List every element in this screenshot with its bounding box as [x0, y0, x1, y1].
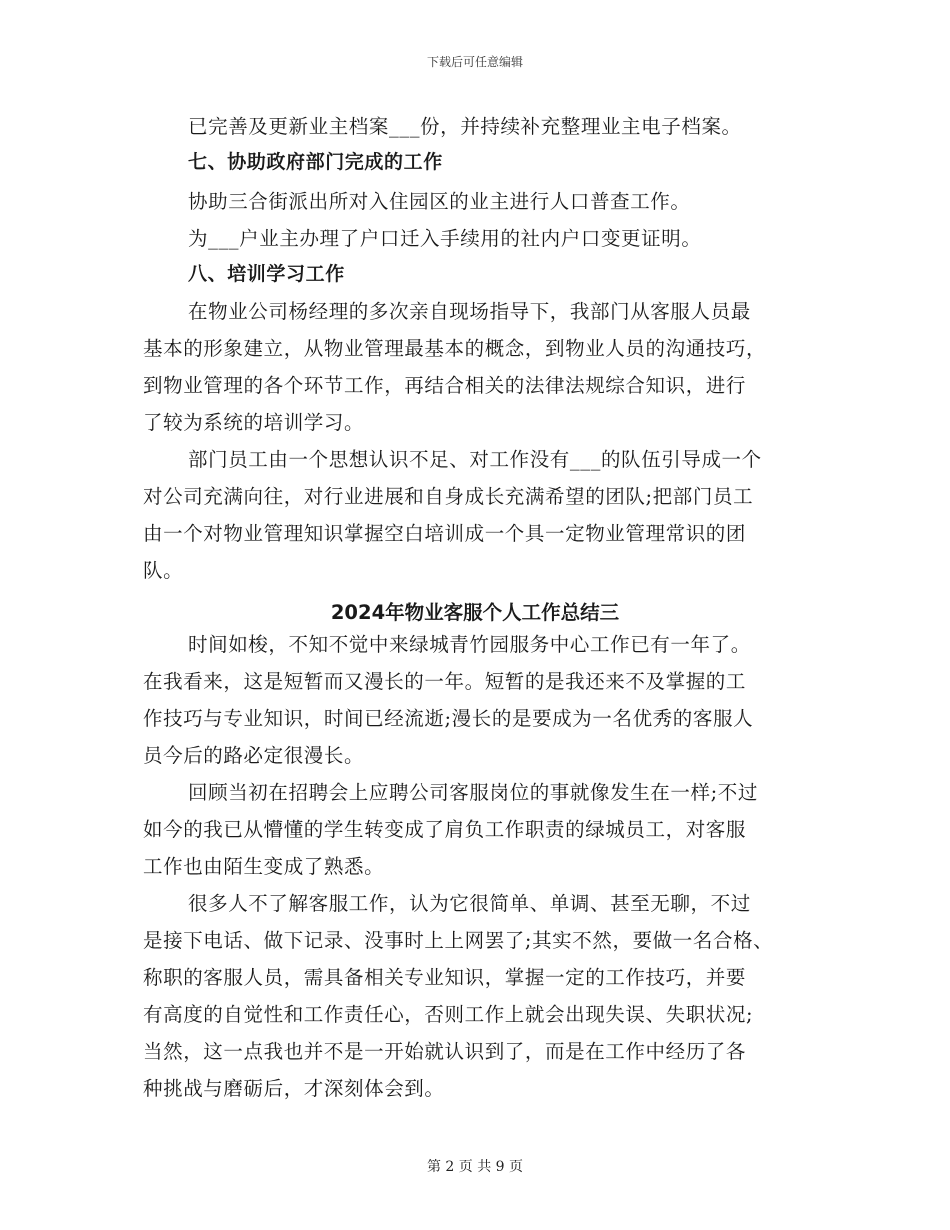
- paragraph-line: 种挑战与磨砺后，才深刻体会到。: [143, 1077, 445, 1100]
- paragraph-line: 协助三合街派出所对入住园区的业主进行人口普查工作。: [188, 190, 691, 213]
- paragraph-line: 如今的我已从懵懂的学生转变成了肩负工作职责的绿城员工，对客服: [143, 818, 747, 841]
- paragraph-line: 时间如梭，不知不觉中来绿城青竹园服务中心工作已有一年了。: [188, 633, 751, 656]
- paragraph-line: 有高度的自觉性和工作责任心，否则工作上就会出现失误、失职状况;: [143, 1003, 754, 1026]
- section-title: 2024年物业客服个人工作总结三: [330, 601, 620, 624]
- paragraph-line: 为___户业主办理了户口迁入手续用的社内户口变更证明。: [188, 227, 702, 250]
- paragraph-line: 已完善及更新业主档案___份，并持续补充整理业主电子档案。: [188, 115, 742, 138]
- paragraph-line: 部门员工由一个思想认识不足、对工作没有___的队伍引导成一个: [188, 448, 762, 471]
- paragraph-line: 基本的形象建立，从物业管理最基本的概念，到物业人员的沟通技巧，: [143, 337, 767, 360]
- section-heading-8: 八、培训学习工作: [188, 263, 345, 285]
- paragraph-line: 很多人不了解客服工作，认为它很简单、单调、甚至无聊，不过: [188, 892, 751, 915]
- paragraph-line: 员今后的路必定很漫长。: [143, 744, 365, 767]
- paragraph-line: 作技巧与专业知识，时间已经流逝;漫长的是要成为一名优秀的客服人: [143, 707, 754, 730]
- paragraph-line: 称职的客服人员，需具备相关专业知识，掌握一定的工作技巧，并要: [143, 966, 747, 989]
- section-heading-7: 七、协助政府部门完成的工作: [188, 151, 443, 173]
- paragraph-line: 工作也由陌生变成了熟悉。: [143, 855, 385, 878]
- paragraph-line: 回顾当初在招聘会上应聘公司客服岗位的事就像发生在一样;不过: [188, 781, 758, 804]
- paragraph-line: 到物业管理的各个环节工作，再结合相关的法律法规综合知识，进行: [143, 374, 747, 397]
- paragraph-line: 队。: [143, 559, 184, 582]
- paragraph-line: 由一个对物业管理知识掌握空白培训成一个具一定物业管理常识的团: [143, 522, 747, 545]
- paragraph-line: 了较为系统的培训学习。: [143, 411, 365, 434]
- paragraph-line: 在我看来，这是短暂而又漫长的一年。短暂的是我还来不及掌握的工: [143, 670, 747, 693]
- paragraph-line: 当然，这一点我也并不是一开始就认识到了，而是在工作中经历了各: [143, 1040, 747, 1063]
- page-footer: 第 2 页 共 9 页: [426, 1159, 524, 1175]
- header-note: 下载后可任意编辑: [426, 55, 523, 69]
- paragraph-line: 在物业公司杨经理的多次亲自现场指导下，我部门从客服人员最: [188, 300, 751, 323]
- paragraph-line: 对公司充满向往，对行业进展和自身成长充满希望的团队;把部门员工: [143, 485, 754, 508]
- paragraph-line: 是接下电话、做下记录、没事时上上网罢了;其实不然，要做一名合格、: [143, 929, 774, 952]
